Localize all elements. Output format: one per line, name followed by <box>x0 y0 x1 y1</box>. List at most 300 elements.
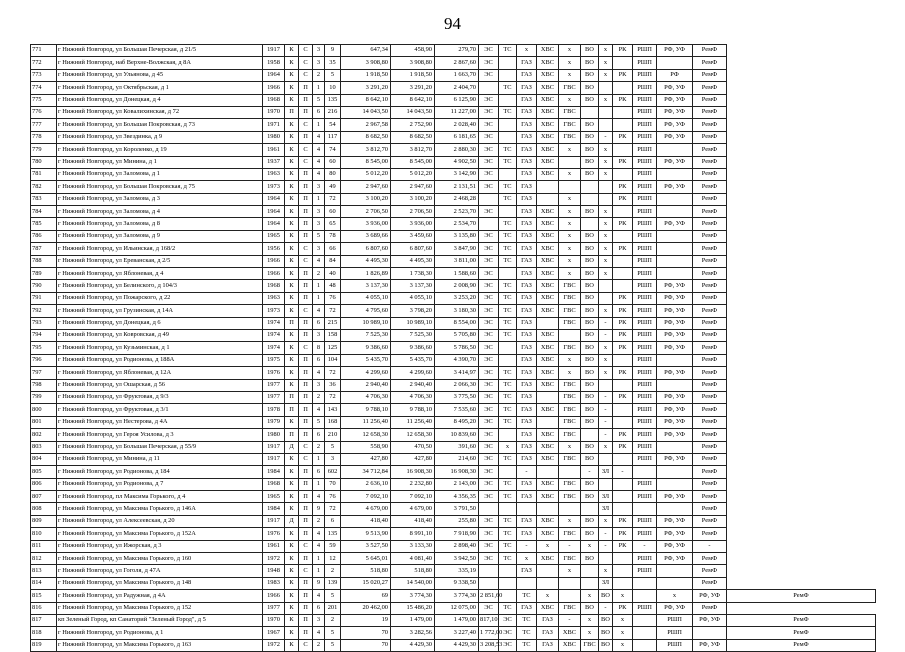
table-cell: РемФ <box>693 342 727 354</box>
table-cell: ГАЗ <box>517 280 537 292</box>
table-cell: - <box>599 404 613 416</box>
table-cell: РШП <box>633 292 657 304</box>
table-cell: ГАЗ <box>517 528 537 540</box>
table-cell: 9 788,10 <box>341 404 391 416</box>
table-cell: ГАЗ <box>517 453 537 465</box>
table-cell: РемФ <box>693 94 727 106</box>
table-cell: РШП <box>633 82 657 94</box>
table-cell: ЭС <box>479 478 499 490</box>
table-cell: П <box>299 590 313 602</box>
table-cell: ЭС <box>479 280 499 292</box>
table-cell: П <box>299 181 313 193</box>
table-row <box>31 515 876 527</box>
table-cell: 6 <box>313 466 325 478</box>
table-cell: ХВС <box>537 206 559 218</box>
table-cell: РШП <box>633 602 657 614</box>
table-cell: РФ, УФ <box>657 106 693 118</box>
table-cell: 60 <box>325 206 341 218</box>
row-number-cell: 795 <box>31 342 57 354</box>
table-cell <box>499 94 517 106</box>
table-cell: ГАЗ <box>517 317 537 329</box>
table-cell <box>613 491 633 503</box>
table-cell: 9 788,10 <box>391 404 435 416</box>
table-cell: 84 <box>325 255 341 267</box>
table-cell: ХВС <box>537 342 559 354</box>
table-cell: РФ, УФ <box>657 82 693 94</box>
table-cell: П <box>299 515 313 527</box>
table-cell: 3 <box>313 243 325 255</box>
table-cell: 3 137,30 <box>341 280 391 292</box>
table-cell: 1917 <box>263 441 285 453</box>
table-cell: П <box>299 416 313 428</box>
table-cell: РШП <box>633 168 657 180</box>
table-cell <box>613 404 633 416</box>
table-cell: 158 <box>325 329 341 341</box>
table-cell: 5 435,70 <box>391 354 435 366</box>
table-cell: х <box>559 168 581 180</box>
table-cell: ЭС <box>479 268 499 280</box>
table-cell: ГВС <box>559 342 581 354</box>
table-cell: РФ, УФ <box>657 391 693 403</box>
table-cell: ЗЛ <box>599 577 613 589</box>
table-cell: К <box>285 119 299 131</box>
table-cell: 2 967,58 <box>341 119 391 131</box>
table-cell: 3 689,66 <box>341 230 391 242</box>
table-cell: ВО <box>581 305 599 317</box>
table-cell: х <box>559 193 581 205</box>
table-cell <box>613 280 633 292</box>
table-cell: ЭС <box>479 156 499 168</box>
row-number-cell: 808 <box>31 503 57 515</box>
table-cell <box>499 354 517 366</box>
table-cell: ТС <box>499 553 517 565</box>
table-cell: 11 256,40 <box>391 416 435 428</box>
table-cell <box>657 193 693 205</box>
table-cell: 8 682,50 <box>341 131 391 143</box>
table-cell: 427,80 <box>341 453 391 465</box>
table-row <box>31 243 876 255</box>
table-cell: РШП <box>633 528 657 540</box>
table-cell: П <box>299 206 313 218</box>
table-cell: 9 <box>313 577 325 589</box>
table-cell: х <box>599 156 613 168</box>
table-cell: 5 <box>325 69 341 81</box>
table-cell: РемФ <box>693 305 727 317</box>
table-row <box>31 193 876 205</box>
table-cell: ХВС <box>537 82 559 94</box>
table-cell: ТС <box>499 230 517 242</box>
table-cell: 1966 <box>263 255 285 267</box>
table-cell: х <box>559 230 581 242</box>
table-cell: 2 <box>313 268 325 280</box>
table-cell: К <box>285 453 299 465</box>
table-cell: 3 291,20 <box>391 82 435 94</box>
table-cell: ТС <box>499 515 517 527</box>
table-cell: х <box>559 441 581 453</box>
address-cell: г Нижний Новгород, ул Заломова, д 8 <box>57 218 263 230</box>
table-cell: х <box>559 243 581 255</box>
table-cell: П <box>299 268 313 280</box>
table-cell: 1 918,50 <box>391 69 435 81</box>
table-cell <box>613 268 633 280</box>
row-number-cell: 794 <box>31 329 57 341</box>
table-cell: РемФ <box>693 503 727 515</box>
table-cell: 3 774,30 <box>391 590 435 602</box>
table-cell: ТС <box>499 602 517 614</box>
table-cell: 1973 <box>263 181 285 193</box>
table-cell: 214,60 <box>435 453 479 465</box>
row-number-cell: 785 <box>31 218 57 230</box>
row-number-cell: 800 <box>31 404 57 416</box>
table-cell: 72 <box>325 305 341 317</box>
address-cell: г Нижний Новгород, ул Ошарская, д 56 <box>57 379 263 391</box>
table-cell: - <box>599 429 613 441</box>
table-cell: РемФ <box>693 404 727 416</box>
row-number-cell: 798 <box>31 379 57 391</box>
table-cell: 5 645,01 <box>341 553 391 565</box>
table-cell: К <box>285 491 299 503</box>
table-cell: 4 <box>313 168 325 180</box>
table-cell: ВО <box>581 553 599 565</box>
table-cell: ВО <box>581 292 599 304</box>
table-cell: ТС <box>499 45 517 57</box>
table-cell: ТС <box>499 404 517 416</box>
table-cell: К <box>285 69 299 81</box>
table-cell: 1977 <box>263 602 285 614</box>
table-cell: РШП <box>633 106 657 118</box>
table-cell: ТС <box>499 193 517 205</box>
table-cell: К <box>285 577 299 589</box>
table-cell: П <box>299 168 313 180</box>
table-cell: 4 <box>313 144 325 156</box>
table-cell: 10 989,10 <box>391 317 435 329</box>
table-row <box>31 441 876 453</box>
table-cell: ВО <box>581 317 599 329</box>
table-cell: П <box>299 577 313 589</box>
table-cell: РемФ <box>693 131 727 143</box>
table-cell: 6 807,60 <box>391 243 435 255</box>
table-cell: 2 947,60 <box>391 181 435 193</box>
row-number-cell: 818 <box>31 627 57 639</box>
table-row <box>31 268 876 280</box>
table-cell: РФ, УФ <box>657 515 693 527</box>
housing-registry-table <box>30 44 876 652</box>
table-cell: ХВС <box>537 45 559 57</box>
table-cell: - <box>599 602 613 614</box>
table-cell: х <box>559 94 581 106</box>
table-cell: ГВС <box>559 131 581 143</box>
address-cell: г Нижний Новгород, ул Пожарского, д 22 <box>57 292 263 304</box>
table-cell: К <box>285 57 299 69</box>
row-number-cell: 791 <box>31 292 57 304</box>
table-cell: 2 636,10 <box>341 478 391 490</box>
table-cell: 12 658,30 <box>391 429 435 441</box>
table-cell: 6 <box>313 106 325 118</box>
table-row <box>31 614 876 626</box>
table-cell: 9 <box>325 45 341 57</box>
table-row <box>31 354 876 366</box>
table-cell: П <box>285 404 299 416</box>
table-cell: 3 811,00 <box>435 255 479 267</box>
table-cell: РемФ <box>693 466 727 478</box>
table-cell: С <box>299 305 313 317</box>
table-cell: ЭС <box>479 342 499 354</box>
table-cell: РемФ <box>693 379 727 391</box>
table-cell: ГВС <box>559 478 581 490</box>
table-cell <box>693 627 727 639</box>
table-cell: ХВС <box>537 57 559 69</box>
table-cell: ТС <box>499 106 517 118</box>
table-cell: Д <box>285 515 299 527</box>
table-cell: К <box>285 206 299 218</box>
table-cell: 1972 <box>263 639 285 651</box>
table-cell: 1980 <box>263 131 285 143</box>
table-cell <box>657 441 693 453</box>
table-cell: 72 <box>325 391 341 403</box>
table-cell <box>559 577 581 589</box>
table-cell: РемФ <box>693 69 727 81</box>
table-cell: 139 <box>325 577 341 589</box>
row-number-cell: 816 <box>31 602 57 614</box>
table-cell: 2 947,60 <box>341 181 391 193</box>
table-cell: ЭС <box>479 429 499 441</box>
table-cell: х <box>613 639 633 651</box>
table-cell: х <box>581 540 599 552</box>
table-cell: 5 <box>325 441 341 453</box>
table-cell: ЭС <box>479 206 499 218</box>
table-cell: РШП <box>633 57 657 69</box>
table-cell: 2 <box>313 515 325 527</box>
table-cell: 7 525,30 <box>341 329 391 341</box>
table-cell: 4 <box>313 528 325 540</box>
address-cell: г Нижний Новгород, ул Гоголя, д 47А <box>57 565 263 577</box>
table-cell: х <box>599 565 613 577</box>
table-cell: 10 989,10 <box>341 317 391 329</box>
table-cell: ГАЗ <box>517 131 537 143</box>
table-cell: ЭС <box>479 528 499 540</box>
table-cell: ХВС <box>537 441 559 453</box>
table-cell: 16 908,30 <box>391 466 435 478</box>
table-cell: - <box>633 540 657 552</box>
table-cell: ЭС <box>479 379 499 391</box>
table-cell: РШП <box>633 45 657 57</box>
table-cell <box>499 466 517 478</box>
table-cell: 6 <box>313 317 325 329</box>
table-cell: К <box>285 342 299 354</box>
table-cell: х <box>599 94 613 106</box>
table-cell: 1968 <box>263 478 285 490</box>
table-cell: ВО <box>581 82 599 94</box>
table-cell: х <box>559 45 581 57</box>
table-cell: РФ <box>657 69 693 81</box>
table-cell: РК <box>613 429 633 441</box>
table-cell: 1978 <box>263 404 285 416</box>
table-cell: К <box>285 94 299 106</box>
table-cell: 3 135,80 <box>435 230 479 242</box>
table-cell: х <box>599 515 613 527</box>
table-cell: РемФ <box>693 82 727 94</box>
table-cell <box>599 280 613 292</box>
table-cell: 6 125,90 <box>435 94 479 106</box>
table-cell: РШП <box>633 491 657 503</box>
table-cell: 8 642,10 <box>341 94 391 106</box>
table-cell: 1967 <box>263 627 285 639</box>
table-cell: 19 <box>341 614 391 626</box>
table-cell: 5 <box>313 94 325 106</box>
table-cell: ГВС <box>559 106 581 118</box>
table-cell: ВО <box>581 367 599 379</box>
table-cell: 4 679,00 <box>341 503 391 515</box>
table-cell: С <box>299 453 313 465</box>
table-cell <box>517 577 537 589</box>
table-row <box>31 540 876 552</box>
table-cell: 4 299,60 <box>341 367 391 379</box>
table-cell: ТС <box>499 540 517 552</box>
table-row <box>31 255 876 267</box>
table-cell: РемФ <box>693 292 727 304</box>
table-cell: х <box>517 45 537 57</box>
table-row <box>31 379 876 391</box>
table-cell: ТС <box>499 453 517 465</box>
table-cell: 3 <box>313 206 325 218</box>
address-cell: г Нижний Новгород, ул Грузинская, д 14А <box>57 305 263 317</box>
table-cell: 3 180,30 <box>435 305 479 317</box>
table-cell: х <box>537 540 559 552</box>
table-cell: ГАЗ <box>517 82 537 94</box>
table-cell: 74 <box>325 144 341 156</box>
table-cell: РФ, УФ <box>657 156 693 168</box>
table-cell: ВО <box>581 329 599 341</box>
table-cell: ГВС <box>559 82 581 94</box>
table-cell: 2 523,70 <box>435 206 479 218</box>
table-cell <box>517 503 537 515</box>
table-cell: 2 <box>313 391 325 403</box>
table-cell <box>657 478 693 490</box>
table-cell: РШП <box>633 404 657 416</box>
table-cell <box>633 503 657 515</box>
table-cell <box>657 379 693 391</box>
table-cell: РК <box>613 528 633 540</box>
table-cell: 1 588,60 <box>435 268 479 280</box>
table-cell: 3 <box>313 218 325 230</box>
table-cell: РФ, УФ <box>657 429 693 441</box>
table-cell: - <box>559 540 581 552</box>
table-cell: РемФ <box>693 119 727 131</box>
table-cell: РШП <box>633 69 657 81</box>
table-cell: ХВС <box>537 329 559 341</box>
table-cell: ВО <box>599 590 613 602</box>
table-cell: 458,90 <box>391 45 435 57</box>
table-row <box>31 553 876 565</box>
table-cell: 2 851,60 <box>479 590 499 602</box>
row-number-cell: 774 <box>31 82 57 94</box>
table-cell: ГВС <box>559 305 581 317</box>
table-cell <box>581 565 599 577</box>
table-cell: ГВС <box>559 404 581 416</box>
table-cell: - <box>599 329 613 341</box>
table-cell: П <box>299 404 313 416</box>
table-cell: РемФ <box>693 106 727 118</box>
table-cell: ВО <box>581 280 599 292</box>
table-cell: 2 066,30 <box>435 379 479 391</box>
address-cell: г Нижний Новгород, ул Звездинка, д 9 <box>57 131 263 143</box>
table-cell: ГВС <box>559 292 581 304</box>
table-cell: РФ, УФ <box>657 305 693 317</box>
table-cell: ЭС <box>479 119 499 131</box>
table-cell: РемФ <box>693 230 727 242</box>
table-cell <box>657 206 693 218</box>
table-cell: 1937 <box>263 156 285 168</box>
table-cell: 1970 <box>263 106 285 118</box>
table-cell: ВО <box>581 168 599 180</box>
table-cell: 8 682,50 <box>391 131 435 143</box>
table-cell: К <box>285 255 299 267</box>
table-cell: РемФ <box>727 590 876 602</box>
table-cell: ГАЗ <box>517 193 537 205</box>
table-cell: 4 429,30 <box>391 639 435 651</box>
table-cell: С <box>299 255 313 267</box>
table-cell: ХВС <box>537 94 559 106</box>
table-cell: 255,80 <box>435 515 479 527</box>
table-cell: 69 <box>341 590 391 602</box>
table-cell: - <box>581 466 599 478</box>
table-cell <box>479 565 499 577</box>
table-cell: 518,80 <box>341 565 391 577</box>
table-cell <box>559 156 581 168</box>
table-cell: х <box>537 590 559 602</box>
table-cell: х <box>559 367 581 379</box>
address-cell: кп Зеленый Город, кп Санаторий "Зеленый Город", д 5 <box>57 614 263 626</box>
table-cell: РФ, УФ <box>657 131 693 143</box>
table-cell: 2 028,40 <box>435 119 479 131</box>
table-cell <box>613 354 633 366</box>
table-cell: РФ, УФ <box>657 540 693 552</box>
table-cell: 1 663,70 <box>435 69 479 81</box>
table-cell: РемФ <box>693 491 727 503</box>
table-cell: 1965 <box>263 230 285 242</box>
table-cell: ГАЗ <box>517 515 537 527</box>
table-cell: 2 <box>313 69 325 81</box>
table-cell: 70 <box>325 478 341 490</box>
table-cell: 2 940,40 <box>391 379 435 391</box>
address-cell: г Нижний Новгород, ул Донецкая, д 6 <box>57 317 263 329</box>
table-cell <box>599 82 613 94</box>
table-cell: 4 <box>313 156 325 168</box>
table-cell: 4 299,60 <box>391 367 435 379</box>
table-cell: 72 <box>325 367 341 379</box>
table-row <box>31 218 876 230</box>
table-cell: П <box>285 317 299 329</box>
table-cell: 72 <box>325 503 341 515</box>
table-cell <box>599 453 613 465</box>
table-cell: 1972 <box>263 553 285 565</box>
table-cell <box>613 230 633 242</box>
table-cell: 1964 <box>263 218 285 230</box>
table-cell: 1963 <box>263 292 285 304</box>
table-row <box>31 528 876 540</box>
table-cell: РемФ <box>693 156 727 168</box>
row-number-cell: 779 <box>31 144 57 156</box>
table-cell <box>613 553 633 565</box>
table-cell: ХВС <box>537 280 559 292</box>
table-cell: П <box>299 391 313 403</box>
table-cell: 1974 <box>263 342 285 354</box>
table-cell <box>559 590 581 602</box>
table-cell: РК <box>613 515 633 527</box>
table-cell: 8 495,20 <box>435 416 479 428</box>
row-number-cell: 797 <box>31 367 57 379</box>
table-cell: РШП <box>633 268 657 280</box>
